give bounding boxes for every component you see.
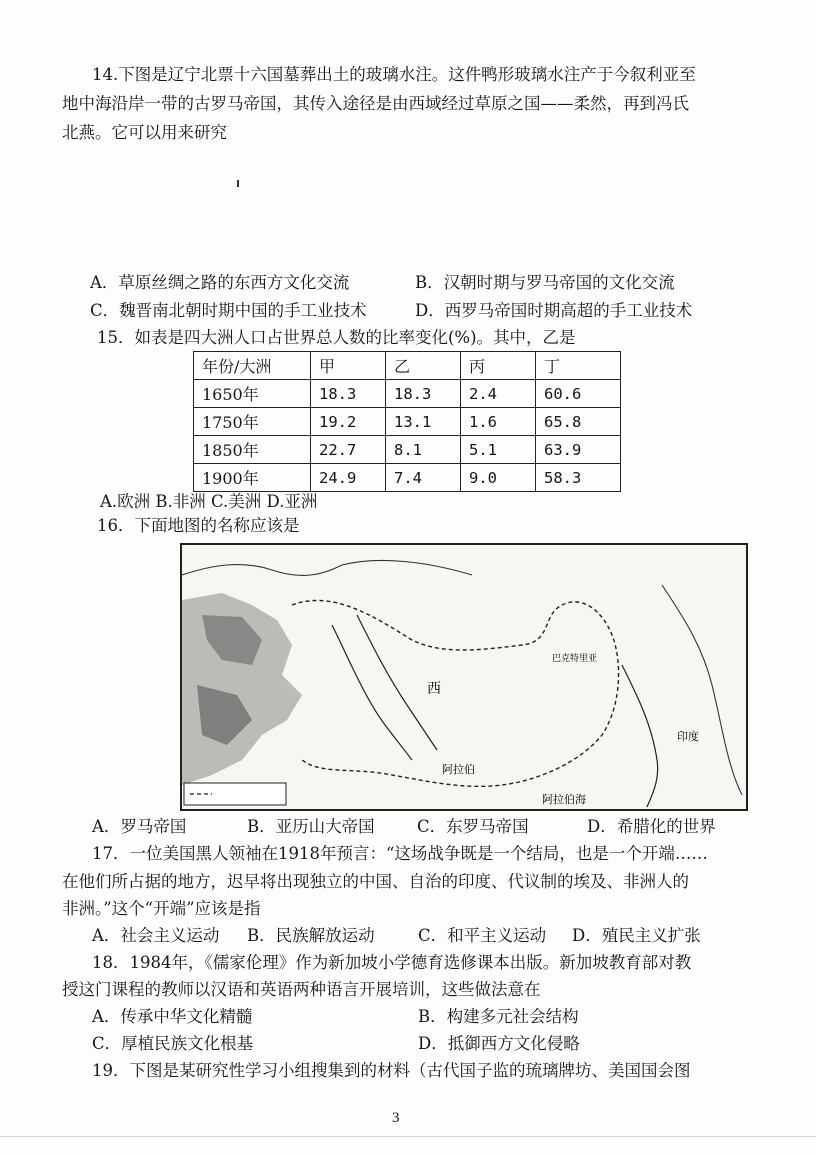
q18-line-1: 18．1984年，《儒家伦理》作为新加坡小学德育选修课本出版。新加坡教育部对教 <box>92 953 692 972</box>
table-cell: 65.8 <box>536 408 621 436</box>
scan-mark <box>237 180 239 187</box>
table-cell: 22.7 <box>311 436 386 464</box>
empire-boundary <box>292 600 619 786</box>
q17-option-c[interactable]: C．和平主义运动 <box>418 926 547 945</box>
table-cell: 1900年 <box>194 464 311 492</box>
table-cell: 60.6 <box>536 380 621 408</box>
map-drawing <box>182 545 746 809</box>
q18-option-a[interactable]: A．传承中华文化精髓 <box>92 1007 253 1026</box>
q19-line-1: 19．下图是某研究性学习小组搜集到的材料（古代国子监的琉璃牌坊、美国国会图 <box>92 1061 691 1080</box>
q14-option-a[interactable]: A．草原丝绸之路的东西方文化交流 <box>90 273 350 292</box>
q17-line-1: 17．一位美国黑人领袖在1918年预言：“这场战争既是一个结局，也是一个开端…… <box>92 844 708 863</box>
table-cell: 8.1 <box>386 436 461 464</box>
table-row <box>194 464 621 492</box>
map-label-arabia: 阿拉伯 <box>442 763 475 776</box>
q14-option-b[interactable]: B．汉朝时期与罗马帝国的文化交流 <box>415 273 675 292</box>
q17-line-3: 非洲。”这个“开端”应该是指 <box>62 899 261 918</box>
table-cell: 19.2 <box>311 408 386 436</box>
q14-line-1: 14.下图是辽宁北票十六国墓葬出土的玻璃水注。这件鸭形玻璃水注产于今叙利亚至 <box>92 65 696 84</box>
q16-option-d[interactable]: D．希腊化的世界 <box>587 817 716 836</box>
table-header: 丁 <box>536 352 621 380</box>
river-line <box>357 615 437 750</box>
historical-map <box>180 543 748 811</box>
table-row <box>194 408 621 436</box>
q14-option-d[interactable]: D．西罗马帝国时期高超的手工业技术 <box>415 301 693 320</box>
table-cell: 1650年 <box>194 380 311 408</box>
table-cell: 1850年 <box>194 436 311 464</box>
table-cell: 24.9 <box>311 464 386 492</box>
q18-option-c[interactable]: C．厚植民族文化根基 <box>92 1034 254 1053</box>
q18-option-d[interactable]: D．抵御西方文化侵略 <box>418 1034 580 1053</box>
table-cell: 13.1 <box>386 408 461 436</box>
table-header-row <box>194 352 621 380</box>
q17-option-d[interactable]: D．殖民主义扩张 <box>572 926 701 945</box>
map-label-west: 西 <box>427 681 441 697</box>
table-cell: 5.1 <box>461 436 536 464</box>
q15-options[interactable]: A.欧洲 B.非洲 C.美洲 D.亚洲 <box>100 492 318 511</box>
table-header: 乙 <box>386 352 461 380</box>
map-label-sea: 阿拉伯海 <box>542 793 586 806</box>
q16-option-b[interactable]: B．亚历山大帝国 <box>247 817 375 836</box>
table-header: 丙 <box>461 352 536 380</box>
table-header: 年份/大洲 <box>194 352 311 380</box>
q14-option-c[interactable]: C．魏晋南北朝时期中国的手工业技术 <box>90 301 367 320</box>
map-label-india: 印度 <box>677 730 699 743</box>
table-cell: 7.4 <box>386 464 461 492</box>
q16-stem: 16．下面地图的名称应该是 <box>97 516 300 535</box>
q16-option-a[interactable]: A．罗马帝国 <box>92 817 187 836</box>
q15-stem: 15．如表是四大洲人口占世界总人数的比率变化(%)。其中，乙是 <box>97 328 576 347</box>
q17-option-b[interactable]: B．民族解放运动 <box>247 926 375 945</box>
table-cell: 1750年 <box>194 408 311 436</box>
coastline <box>662 585 742 795</box>
q17-line-2: 在他们所占据的地方，迟早将出现独立的中国、自治的印度、代议制的埃及、非洲人的 <box>62 872 689 891</box>
table-cell: 2.4 <box>461 380 536 408</box>
coastline <box>182 560 472 575</box>
page-bottom-rule <box>0 1136 816 1137</box>
table-cell: 63.9 <box>536 436 621 464</box>
q14-line-3: 北燕。它可以用来研究 <box>62 123 227 142</box>
q17-option-a[interactable]: A．社会主义运动 <box>92 926 220 945</box>
q14-line-2: 地中海沿岸一带的古罗马帝国，其传入途径是由西域经过草原之国——柔然，再到冯氏 <box>62 94 689 113</box>
table-row <box>194 380 621 408</box>
table-cell: 1.6 <box>461 408 536 436</box>
q18-option-b[interactable]: B．构建多元社会结构 <box>418 1007 579 1026</box>
q18-line-2: 授这门课程的教师以汉语和英语两种语言开展培训，这些做法意在 <box>62 980 541 999</box>
population-table <box>193 351 621 492</box>
table-cell: 9.0 <box>461 464 536 492</box>
table-cell: 18.3 <box>311 380 386 408</box>
table-cell: 58.3 <box>536 464 621 492</box>
river-line <box>622 665 658 807</box>
table-cell: 18.3 <box>386 380 461 408</box>
table-row <box>194 436 621 464</box>
page-number: 3 <box>392 1110 400 1126</box>
q16-option-c[interactable]: C．东罗马帝国 <box>417 817 529 836</box>
table-header: 甲 <box>311 352 386 380</box>
map-label-bactria: 巴克特里亚 <box>552 653 598 663</box>
